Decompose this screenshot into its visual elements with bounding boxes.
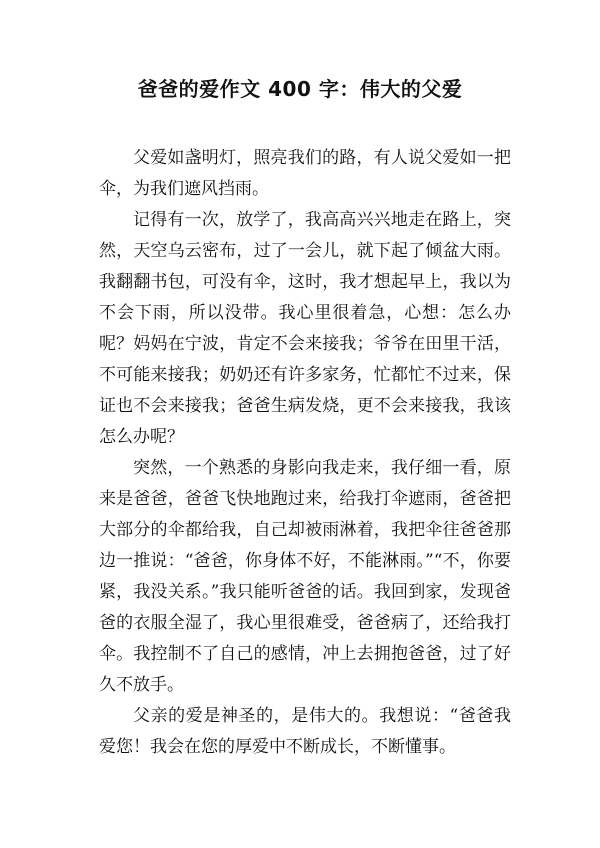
paragraph-4: 父亲的爱是神圣的，是伟大的。我想说：“爸爸我爱您！我会在您的厚爱中不断成长，不断懂事。 xyxy=(99,706,511,757)
paragraph-2: 记得有一次，放学了，我高高兴兴地走在路上，突然，天空乌云密布，过了一会儿，就下起了倾盆大雨。我翻翻书包，可没有伞，这时，我才想起早上，我以为不会下雨，所以没带。我心里很着急，心想：怎么办呢？妈妈在宁波，肯定不会来接我；爷爷在田里干活，不可能来接我；奶奶还有许多家务，忙都忙不过来，保证也不会来接我；爸爸生病发烧，更不会来接我，我该怎么办呢？ xyxy=(99,210,511,447)
essay-body xyxy=(99,143,511,763)
paragraph-3: 突然，一个熟悉的身影向我走来，我仔细一看，原来是爸爸，爸爸飞快地跑过来，给我打伞遮雨，爸爸把大部分的伞都给我，自己却被雨淋着，我把伞往爸爸那边一推说：“爸爸，你身体不好，不能淋雨。”“不，你要紧，我没关系。”我只能听爸爸的话。我回到家，发现爸爸的衣服全湿了，我心里很难受，爸爸病了，还给我打伞。我控制不了自己的感情，冲上去拥抱爸爸，过了好久不放手。 xyxy=(99,458,511,695)
paragraph-1: 父爱如盏明灯，照亮我们的路，有人说父爱如一把伞，为我们遮风挡雨。 xyxy=(99,148,511,199)
document-title: 爸爸的爱作文 400 字：伟大的父爱 xyxy=(137,77,463,101)
